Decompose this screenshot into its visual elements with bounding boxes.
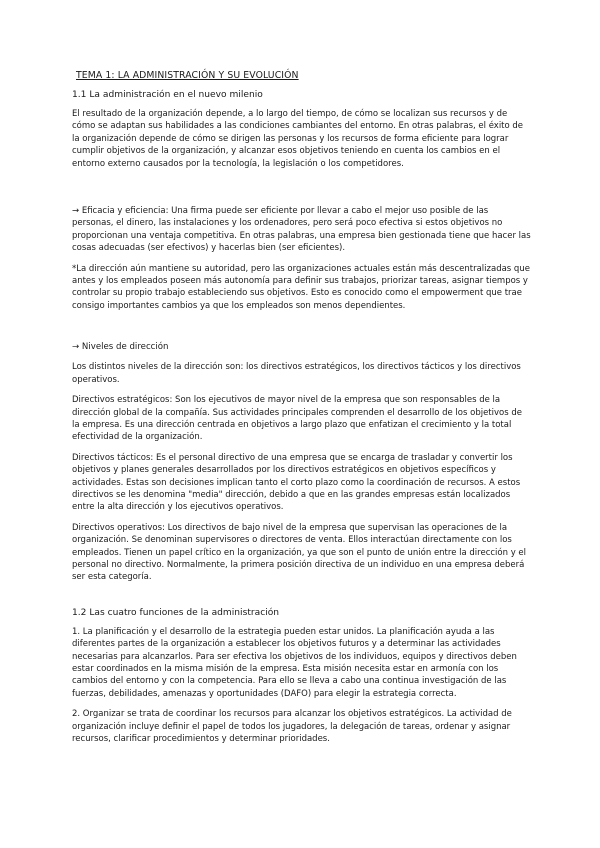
paragraph-planning: 1. La planificación y el desarrollo de la estrategia pueden estar unidos. La planificación ayuda a las diferentes partes de la organización a establecer los objetivos futuros y a determinar las actividades necesarias para alcanzarlos. Para ser efectiva los objetivos de los individuos, equipos y directivos deben estar coordinados en la misma misión de la empresa. Esta misión necesita estar en armonía con los cambios del entorno y con la competencia. Para ello se lleva a cabo una continua investigación de las fuerzas, debilidades, amenazas y oportunidades (DAFO) para elegir la estrategia correcta. <box>72 626 517 699</box>
paragraph-tactical-directors: Directivos tácticos: Es el personal directivo de una empresa que se encarga de trasladar y convertir los objetivos y planes generales desarrollados por los directivos estratégicos en objetivos específicos y actividades. Estas son decisiones implican tanto el corto plazo como la coordinación de recursos. A estos directivos se les denomina "media" dirección, debido a que en las grandes empresas están localizados entre la alta dirección y los ejecutivos operativos. <box>72 452 521 513</box>
paragraph-levels-intro: Los distintos niveles de la dirección son: los directivos estratégicos, los directivos tácticos y los directivos operativos. <box>72 362 521 385</box>
section-1-1-heading: 1.1 La administración en el nuevo milenio <box>72 90 263 100</box>
document-title: TEMA 1: LA ADMINISTRACIÓN Y SU EVOLUCIÓN <box>76 70 299 81</box>
paragraph-empowerment: *La dirección aún mantiene su autoridad, pero las organizaciones actuales están más descentralizadas que antes y los empleados poseen más autonomía para definir sus trabajos, priorizar tareas, asignar tiempos y controlar su propio trabajo estableciendo sus objetivos. Esto es conocido como el empowerment que trae consigo importantes cambios ya que los empleados son menos dependientes. <box>72 263 530 311</box>
levels-heading: → Niveles de dirección <box>72 342 169 353</box>
paragraph-operative-directors: Directivos operativos: Los directivos de bajo nivel de la empresa que supervisan las operaciones de la organización. Se denominan supervisores o directores de venta. Ellos interactúan directamente con los empleados. Tienen un papel crítico en la organización, ya que son el punto de unión entre la dirección y el personal no directivo. Normalmente, la primera posición directiva de un individuo en una empresa deberá ser esta categoría. <box>72 522 527 583</box>
document-page <box>72 70 532 753</box>
paragraph-organizing: 2. Organizar se trata de coordinar los recursos para alcanzar los objetivos estratégicos. La actividad de organización incluye definir el papel de todos los jugadores, la delegación de tareas, ordenar y asignar recursos, clarificar procedimientos y determinar prioridades. <box>72 709 512 745</box>
paragraph-strategic-directors: Directivos estratégicos: Son los ejecutivos de mayor nivel de la empresa que son responsables de la dirección global de la compañía. Sus actividades principales comprenden el desarrollo de los objetivos de la empresa. Es una dirección centrada en objetivos a largo plazo que enfatizan el crecimiento y la total efectividad de la organización. <box>72 395 522 443</box>
paragraph-organization-result: El resultado de la organización depende, a lo largo del tiempo, de cómo se localizan sus recursos y de cómo se adaptan sus habilidades a las condiciones cambiantes del entorno. En otras palabras, el éxito de la organización depende de cómo se dirigen las personas y los recursos de forma eficiente para lograr cumplir objetivos de la organización, y alcanzar esos objetivos teniendo en cuenta los cambios en el entorno externo causados por la tecnología, la legislación o los competidores. <box>72 109 524 169</box>
paragraph-efficacy-efficiency: → Eficacia y eficiencia: Una firma puede ser eficiente por llevar a cabo el mejor uso posible de las personas, el dinero, las instalaciones y los ordenadores, pero será poco efectiva si estos objetivos no proporcionan una ventaja competitiva. En otras palabras, una empresa bien gestionada tiene que hacer las cosas adecuadas (ser efectivos) y hacerlas bien (ser eficientes). <box>72 206 531 254</box>
section-1-2-heading: 1.2 Las cuatro funciones de la administración <box>72 607 280 618</box>
